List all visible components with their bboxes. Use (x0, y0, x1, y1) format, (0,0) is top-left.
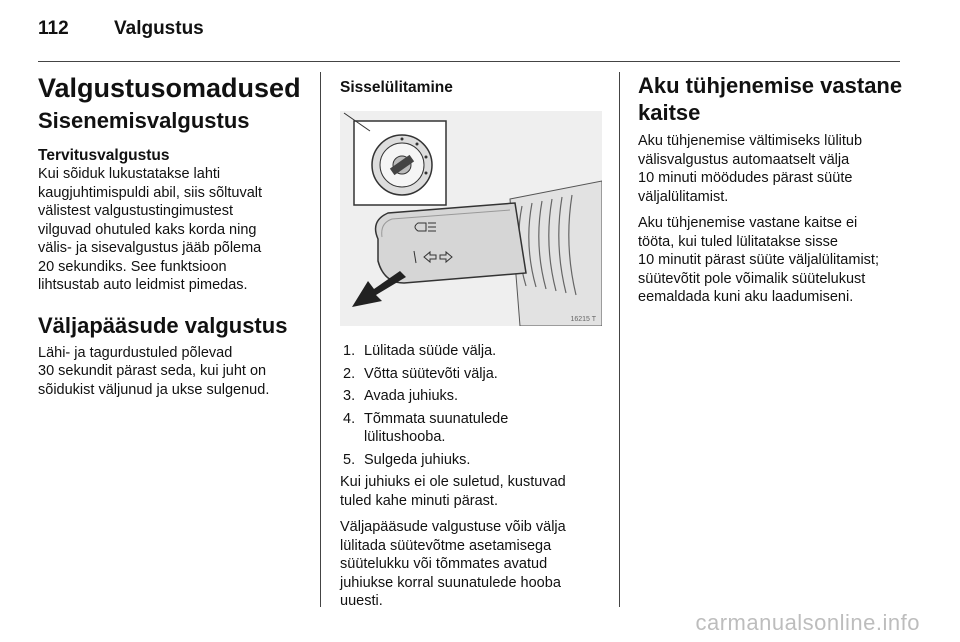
heading-activation: Sisselülitamine (340, 79, 453, 96)
chapter-title: Valgustus (114, 18, 204, 39)
paragraph-deactivation: Väljapääsude valgustuse võib välja lülitada süütevõtme asetamisega süütelukku või tõmmates avatud juhiukse korral suunatulede hooba uuesti. (340, 519, 566, 609)
page-number: 112 (38, 18, 69, 39)
column-divider-2 (619, 72, 620, 607)
watermark: carmanualsonline.info (695, 610, 920, 635)
paragraph-battery-exception: Aku tühjenemise vastane kaitse ei tööta, kui tuled lülitatakse sisse 10 minutit pärast süüte väljalülitamist; süütevõtit pole võimalik süütelukust eemaldada kuni aku laadumiseni. (638, 215, 879, 305)
paragraph-exit-lighting: Lähi- ja tagurdustuled põlevad 30 sekundit pärast seda, kui juht on sõidukist väljunud ja ukse sulgenud. (38, 344, 270, 398)
list-item: 2. Võtta süütevõti välja. (343, 365, 498, 382)
turn-signal-lever-illustration (340, 111, 602, 326)
paragraph-welcome-lighting: Kui sõiduk lukustatakse lahti kaugjuhtimispuldi abil, siis sõltuvalt välistest valgustustingimustest vilguvad ohutuled kaks korda ning välis- ja sisevalgustus jääb põlema 20 sekundiks. See funktsioon lihtsustab auto leidmist pimedas. (38, 166, 263, 293)
heading-welcome-lighting: Tervitusvalgustus (38, 147, 170, 164)
subsection-title-exit-lighting: Väljapääsude valgustus (38, 312, 288, 338)
column-2 (340, 72, 602, 611)
paragraph-battery-auto-off: Aku tühjenemise vältimiseks lülitub välisvalgustus automaatselt välja 10 minuti möödudes pärast süüte väljalülitamist. (638, 133, 863, 205)
header-divider (38, 61, 900, 62)
paragraph-door-not-closed: Kui juhiuks ei ole suletud, kustuvad tuled kahe minuti pärast. (340, 474, 566, 509)
figure-code: 16215 T (570, 316, 596, 323)
list-item: 4. Tõmmata suunatulede lülitushooba. (343, 410, 509, 445)
column-divider-1 (320, 72, 321, 607)
lever-drawing (340, 111, 602, 326)
list-item: 5. Sulgeda juhiuks. (343, 451, 471, 468)
column-3 (638, 72, 910, 307)
list-item: 3. Avada juhiuks. (343, 388, 459, 404)
subsection-title-entry-lighting: Sisenemisvalgustus (38, 108, 250, 133)
activation-steps-list (340, 342, 602, 469)
section-title-battery-protection: Aku tühjenemise vastane kaitse (638, 73, 903, 125)
column-1 (38, 72, 310, 399)
list-item: 1. Lülitada süüde välja. (343, 343, 497, 359)
section-title: Valgustusomadused (38, 73, 301, 103)
